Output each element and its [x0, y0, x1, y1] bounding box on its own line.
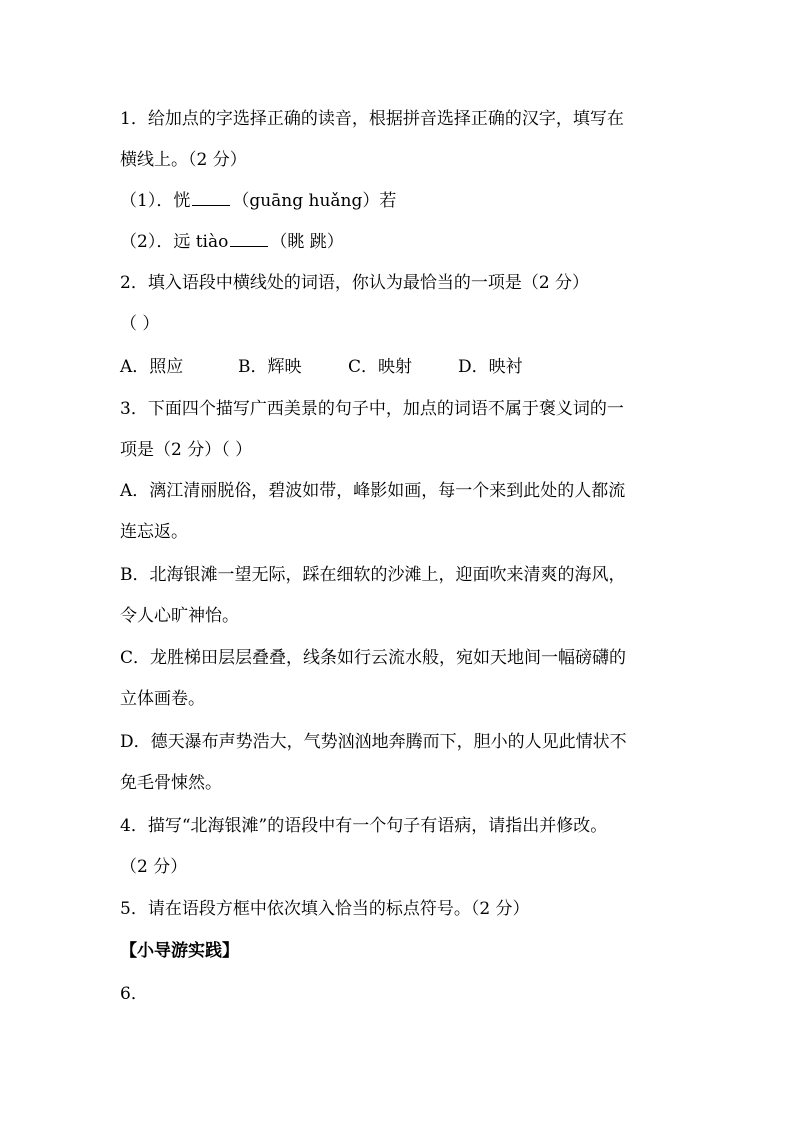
q3-option-c-line1: C．龙胜梯田层层叠叠，线条如行云流水般，宛如天地间一幅磅礴的 [120, 648, 627, 668]
q4-line1: 4．描写“北海银滩”的语段中有一个句子有语病，请指出并修改。 [120, 816, 608, 836]
q1-line1: 1．给加点的字选择正确的读音，根据拼音选择正确的汉字，填写在 [120, 109, 624, 129]
answer-blank [230, 230, 268, 247]
q3-option-b-line1: B．北海银滩一望无际，踩在细软的沙滩上，迎面吹来清爽的海风， [120, 565, 626, 585]
q2-line1: 2．填入语段中横线处的词语，你认为最恰当的一项是（2 分） [120, 273, 590, 293]
q2-line2: （ ） [120, 314, 160, 334]
q3-line1: 3．下面四个描写广西美景的句子中，加点的词语不属于褒义词的一 [120, 399, 624, 419]
q3-option-d-line1: D．德天瀑布声势浩大，气势汹汹地奔腾而下，胆小的人见此情状不 [120, 732, 627, 752]
q1-sub1-pre: （1）．恍 [120, 191, 191, 211]
q2-option-a: A．照应 [120, 357, 184, 377]
q3-option-a-line2: 连忘返。 [120, 522, 188, 542]
q1-sub2-post: （眺 跳） [270, 232, 344, 252]
q3-option-a-line1: A．漓江清丽脱俗，碧波如带，峰影如画，每一个来到此处的人都流 [120, 481, 626, 501]
q1-sub2 [120, 230, 344, 254]
q2-option-b: B．辉映 [238, 357, 302, 377]
q4-line2: （2 分） [120, 857, 188, 877]
answer-blank [192, 189, 230, 206]
q3-option-c-line2: 立体画卷。 [120, 689, 205, 709]
q3-option-d-line2: 免毛骨悚然。 [120, 773, 222, 793]
q1-sub2-pre: （2）．远 tiào [120, 232, 229, 252]
q5-line1: 5．请在语段方框中依次填入恰当的标点符号。（2 分） [120, 899, 530, 919]
q6-line1: 6． [120, 984, 148, 1004]
q2-option-d: D．映衬 [458, 357, 523, 377]
q1-line2: 横线上。（2 分） [120, 150, 247, 170]
q3-line2: 项是（2 分）（ ） [120, 440, 253, 460]
q2-option-c: C．映射 [348, 357, 413, 377]
q1-sub1 [120, 189, 396, 213]
q3-option-b-line2: 令人心旷神怡。 [120, 606, 239, 626]
q2-options [120, 355, 568, 379]
q1-sub1-post: （guāng huǎng）若 [232, 191, 397, 211]
section-title: 【小导游实践】 [120, 941, 239, 961]
